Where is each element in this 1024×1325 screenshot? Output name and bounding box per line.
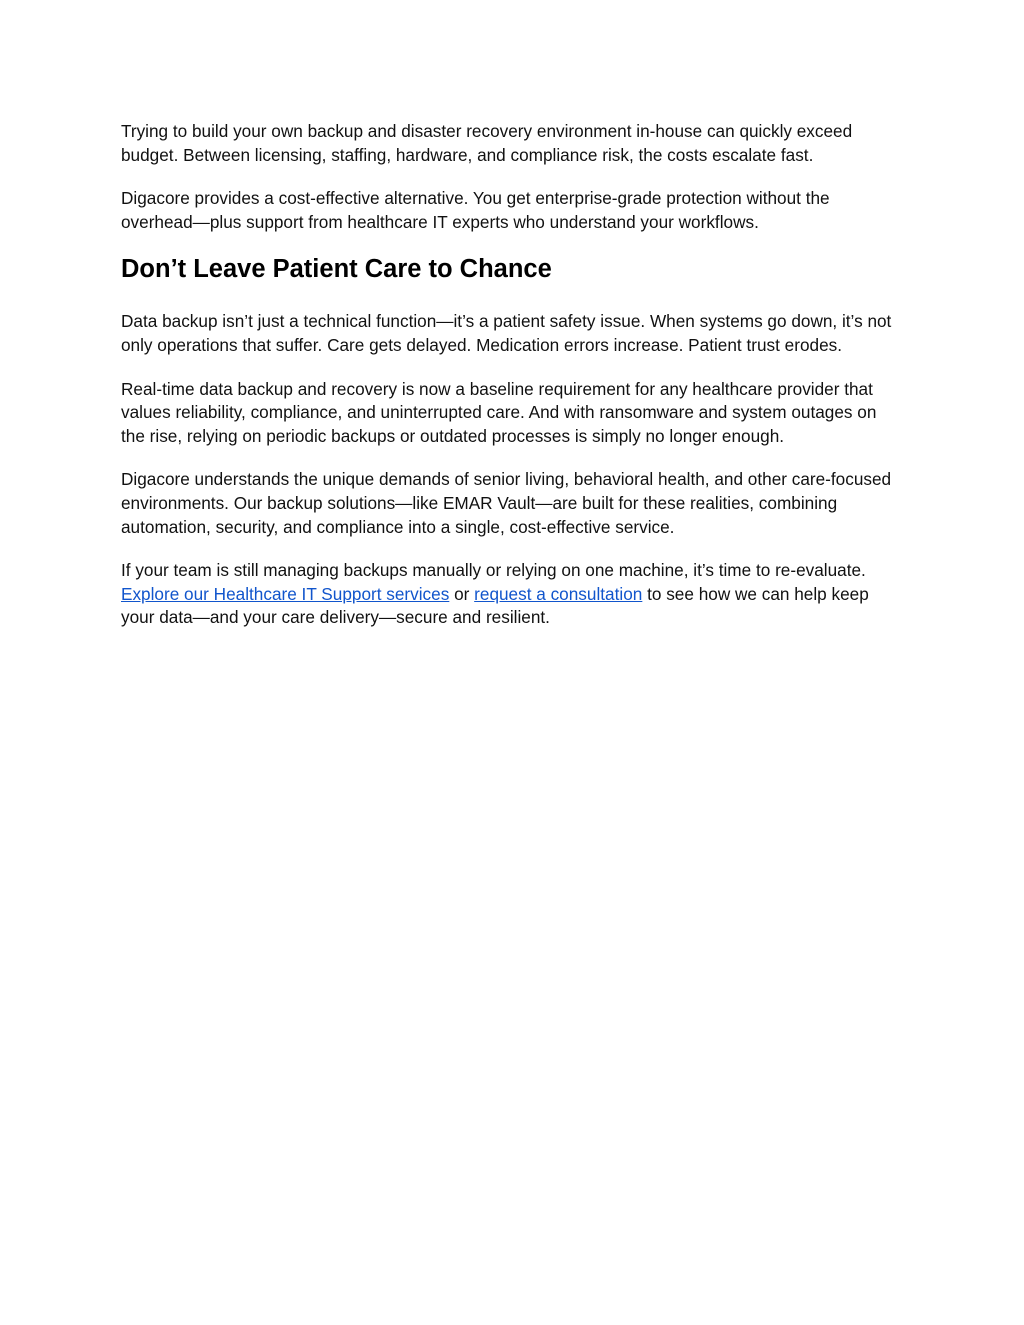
explore-services-link[interactable]: Explore our Healthcare IT Support services: [121, 583, 450, 604]
request-consultation-link[interactable]: request a consultation: [474, 583, 643, 604]
paragraph-real-time-backup: Real-time data backup and recovery is now a baseline requirement for any healthcare provider that values reliability, compliance, and uninterrupted care. And with ransomware and system outages on the rise, relying on periodic backups or outdated processes is simply no longer enough.: [121, 378, 877, 446]
paragraph-call-to-action: [121, 559, 896, 630]
cta-text-after: to see how we can help keep your data—and your care delivery—secure and resilient.: [121, 583, 869, 628]
section-heading: Don’t Leave Patient Care to Chance: [121, 255, 552, 284]
paragraph-digacore-understands: Digacore understands the unique demands of senior living, behavioral health, and other care-focused environments. Our backup solutions—like EMAR Vault—are built for these realities, combining automation, security, and compliance into a single, cost-effective service.: [121, 469, 892, 537]
cta-text-middle: or: [449, 583, 475, 604]
paragraph-patient-safety: Data backup isn’t just a technical function—it’s a patient safety issue. When systems go down, it’s not only operations that suffer. Care gets delayed. Medication errors increase. Patient trust erodes.: [121, 311, 892, 355]
cta-text-before: If your team is still managing backups manually or relying on one machine, it’s time to re-evaluate.: [121, 560, 866, 581]
intro-paragraph-cost: Trying to build your own backup and disaster recovery environment in-house can quickly exceed budget. Between licensing, staffing, hardware, and compliance risk, the costs escalate fast.: [121, 121, 853, 165]
document-page: [121, 120, 896, 650]
intro-paragraph-alternative: Digacore provides a cost-effective alternative. You get enterprise-grade protection without the overhead—plus support from healthcare IT experts who understand your workflows.: [121, 188, 830, 232]
